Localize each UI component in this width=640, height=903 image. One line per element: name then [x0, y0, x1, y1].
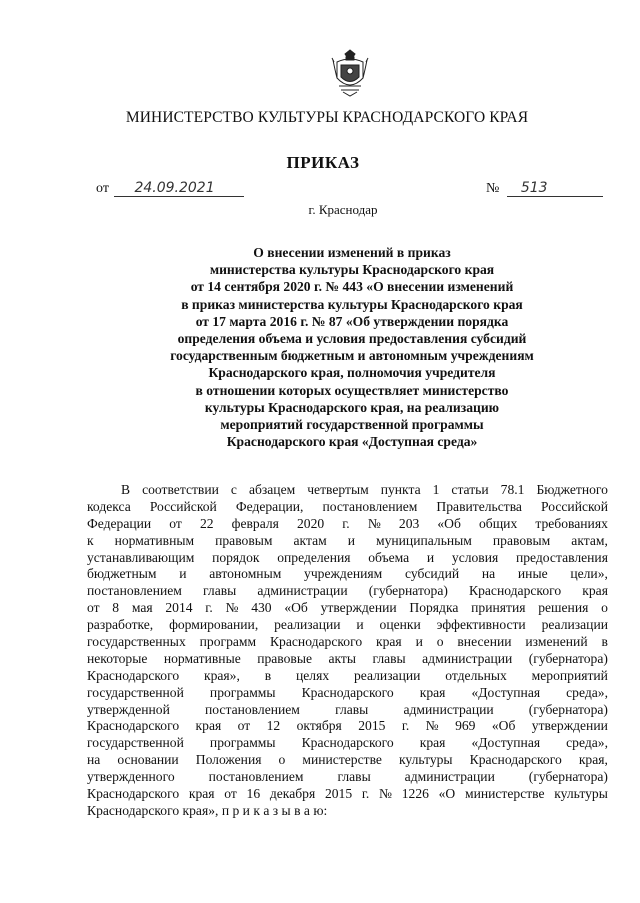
- body-word: целях: [295, 667, 330, 683]
- body-word: постановлением: [208, 769, 304, 785]
- body-word: края: [188, 786, 215, 802]
- body-word: 203: [398, 515, 420, 531]
- body-word: культуры: [399, 752, 453, 768]
- body-word: пункта: [380, 482, 421, 497]
- body-word: «О: [438, 786, 456, 802]
- body-line: [87, 702, 608, 719]
- body-word: «Доступная: [471, 735, 541, 751]
- body-line: [87, 482, 608, 499]
- body-word: о: [601, 600, 608, 616]
- body-word: среда»,: [566, 735, 608, 751]
- body-word: общих: [479, 515, 518, 531]
- body-word: №: [379, 786, 392, 802]
- body-line: [87, 668, 608, 685]
- body-word: главы: [203, 583, 237, 599]
- body-line: [87, 786, 608, 803]
- body-word: и: [415, 634, 423, 650]
- body-word: Положения: [195, 752, 262, 768]
- body-line: [87, 651, 608, 668]
- body-word: реализации: [541, 617, 608, 633]
- body-word: кодекса: [87, 498, 131, 514]
- body-word: Краснодарского: [469, 752, 562, 768]
- body-word: г.: [361, 786, 370, 802]
- body-word: основании: [117, 752, 179, 768]
- body-line: [87, 752, 608, 769]
- body-line: [87, 769, 608, 786]
- body-word: 969: [455, 718, 476, 734]
- body-word: (губернатора): [528, 650, 608, 666]
- body-word: Краснодарского: [87, 667, 180, 683]
- body-word: Российской: [149, 498, 217, 514]
- body-word: утверждении: [320, 600, 397, 616]
- body-word: №: [425, 718, 439, 734]
- date-prefix: от: [96, 181, 109, 196]
- body-word: от: [87, 600, 100, 616]
- body-line: [87, 600, 608, 617]
- body-word: края: [376, 634, 402, 650]
- body-word: программы: [209, 684, 276, 700]
- body-word: постановлением: [87, 583, 182, 599]
- body-word: главы: [337, 769, 371, 785]
- title-line: определения объема и условия предоставления субсидий: [177, 331, 527, 347]
- body-word: с: [230, 482, 237, 497]
- body-word: о: [278, 752, 286, 768]
- body-word: культуры: [554, 786, 608, 802]
- number-line: [486, 180, 603, 197]
- body-word: предоставления: [515, 549, 608, 565]
- body-word: объема: [368, 549, 410, 565]
- body-word: некоторые: [87, 650, 148, 666]
- body-word: бюджетным: [87, 566, 157, 582]
- body-word: в: [601, 634, 608, 650]
- number-prefix: №: [486, 181, 500, 196]
- body-word: октября: [296, 718, 342, 734]
- body-word: автономным: [209, 566, 282, 582]
- body-word: 78.1: [500, 482, 525, 497]
- body-word: Краснодарского: [269, 634, 363, 650]
- body-word: 1: [432, 482, 440, 497]
- body-word: государственных: [87, 634, 186, 650]
- body-word: края: [582, 583, 608, 599]
- title-line: государственным бюджетным и автономным учреждениям: [170, 348, 534, 364]
- body-word: о: [436, 634, 444, 650]
- body-word: нормативные: [163, 650, 241, 666]
- body-word: программы: [209, 735, 276, 751]
- body-line: [87, 735, 608, 752]
- body-line: Краснодарского края», п р и к а з ы в а ю:: [87, 802, 328, 818]
- body-word: Краснодарского: [469, 583, 562, 599]
- body-word: от: [224, 786, 237, 802]
- body-word: внесении: [457, 634, 512, 650]
- body-word: г.: [342, 515, 350, 531]
- body-word: края»,: [203, 667, 240, 683]
- body-word: (губернатора): [528, 769, 608, 785]
- body-word: края: [195, 718, 222, 734]
- body-word: Порядка: [409, 600, 459, 616]
- body-word: утвержденного: [87, 769, 175, 785]
- body-line: [87, 533, 608, 550]
- body-word: правовым: [492, 532, 551, 548]
- body-word: администрации: [257, 583, 348, 599]
- body-word: изменений: [525, 634, 588, 650]
- body-line: [87, 617, 608, 634]
- body-word: эффективности: [436, 617, 526, 633]
- body-word: утверждении: [531, 718, 608, 734]
- body-word: реализации: [274, 617, 341, 633]
- ministry-name: МИНИСТЕРСТВО КУЛЬТУРЫ КРАСНОДАРСКОГО КРАЯ: [125, 109, 529, 126]
- body-word: 2020: [296, 515, 325, 531]
- body-word: В: [121, 482, 131, 497]
- body-word: №: [225, 600, 239, 616]
- body-line: [87, 718, 608, 735]
- body-word: (губернатора): [368, 583, 448, 599]
- date-value: 24.09.2021: [114, 180, 244, 197]
- body-word: и: [179, 566, 187, 582]
- body-word: реализации: [353, 667, 421, 683]
- body-word: «Об: [491, 718, 516, 734]
- body-word: 8: [112, 600, 120, 616]
- body-word: г.: [205, 600, 213, 616]
- body-word: мая: [131, 600, 153, 616]
- number-value: 513: [507, 180, 603, 197]
- body-word: администрации: [404, 769, 495, 785]
- body-word: актам: [293, 532, 327, 548]
- title-line: министерства культуры Краснодарского края: [209, 262, 495, 278]
- body-word: устанавливающим: [87, 549, 195, 565]
- body-word: №: [367, 515, 381, 531]
- body-line: [87, 634, 608, 651]
- title-line: в приказ министерства культуры Краснодарского края: [181, 296, 523, 312]
- body-word: акты: [328, 650, 356, 666]
- body-word: февраля: [231, 515, 279, 531]
- body-word: условия: [451, 549, 499, 565]
- document-title: [96, 244, 608, 450]
- body-word: актам,: [571, 532, 608, 548]
- body-word: постановлением: [322, 498, 418, 514]
- date-line: [96, 180, 244, 197]
- body-word: нормативным: [114, 532, 195, 548]
- body-word: Бюджетного: [536, 482, 608, 497]
- body-line: [87, 550, 608, 567]
- body-word: 2015: [324, 786, 353, 802]
- body-word: «Доступная: [471, 684, 541, 700]
- body-line: [87, 499, 608, 516]
- body-word: «Об: [284, 600, 308, 616]
- body-word: требованиях: [535, 515, 608, 531]
- body-word: государственной: [87, 735, 184, 751]
- body-word: принятия: [471, 600, 526, 616]
- body-word: цели»,: [570, 566, 608, 582]
- body-line: [87, 685, 608, 702]
- body-word: Федерации,: [235, 498, 304, 514]
- body-word: края,: [578, 752, 608, 768]
- body-word: 12: [266, 718, 281, 734]
- body-word: учреждениям: [304, 566, 383, 582]
- title-line: О внесении изменений в приказ: [253, 245, 451, 260]
- body-word: четвертым: [307, 482, 369, 497]
- body-word: оценки: [379, 617, 421, 633]
- body-text: [87, 482, 608, 820]
- body-word: порядок: [212, 549, 260, 565]
- body-word: (губернатора): [528, 701, 608, 717]
- body-word: в: [264, 667, 272, 683]
- body-word: программ: [199, 634, 257, 650]
- body-line: [87, 516, 608, 533]
- body-line: [87, 583, 608, 600]
- body-word: и: [356, 617, 364, 633]
- body-word: абзацем: [248, 482, 296, 497]
- body-word: от: [237, 718, 251, 734]
- body-word: мероприятий: [531, 667, 608, 683]
- body-word: края: [419, 735, 446, 751]
- body-word: решения: [538, 600, 589, 616]
- body-line: [87, 566, 608, 583]
- title-line: культуры Краснодарского края, на реализацию: [204, 399, 500, 415]
- body-word: среда»,: [566, 684, 608, 700]
- body-word: 16: [246, 786, 261, 802]
- document-type: ПРИКАЗ: [286, 153, 360, 172]
- body-word: и: [426, 549, 435, 565]
- city: г. Краснодар: [308, 202, 378, 217]
- body-word: муниципальным: [375, 532, 472, 548]
- body-word: на: [87, 752, 101, 768]
- body-word: и: [347, 532, 355, 548]
- body-word: 2014: [165, 600, 193, 616]
- body-word: Правительства: [436, 498, 522, 514]
- body-word: Краснодарского: [301, 684, 394, 700]
- body-word: г.: [401, 718, 410, 734]
- title-line: от 17 марта 2016 г. № 87 «Об утверждении порядка: [195, 313, 509, 329]
- body-word: Краснодарского: [87, 718, 180, 734]
- body-word: определения: [277, 549, 351, 565]
- body-word: отдельных: [445, 667, 507, 683]
- body-word: министерстве: [464, 786, 545, 802]
- body-word: государственной: [87, 684, 184, 700]
- body-word: 22: [199, 515, 214, 531]
- body-word: соответствии: [142, 482, 219, 497]
- title-line: Краснодарского края «Доступная среда»: [226, 434, 478, 450]
- body-word: 2015: [358, 718, 386, 734]
- body-word: декабря: [269, 786, 316, 802]
- body-word: Краснодарского: [87, 786, 180, 802]
- title-line: Краснодарского края, полномочия учредителя: [208, 365, 496, 381]
- body-word: статьи: [451, 482, 489, 497]
- body-word: главы: [335, 701, 369, 717]
- body-word: формировании,: [169, 617, 259, 633]
- body-word: Российской: [541, 498, 608, 514]
- title-line: от 14 сентября 2020 г. № 443 «О внесении изменений: [190, 279, 514, 295]
- body-word: края: [419, 684, 446, 700]
- body-word: к: [87, 532, 94, 548]
- body-word: министерстве: [302, 752, 382, 768]
- body-word: 430: [251, 600, 272, 616]
- body-word: правовым: [215, 532, 273, 548]
- krasnodar-coat-of-arms-icon: [331, 48, 369, 98]
- body-word: администрации: [403, 701, 494, 717]
- body-word: иные: [517, 566, 548, 582]
- body-word: постановлением: [205, 701, 300, 717]
- body-word: «Об: [437, 515, 461, 531]
- body-word: правовые: [257, 650, 313, 666]
- body-word: 1226: [401, 786, 429, 802]
- title-line: мероприятий государственной программы: [220, 417, 484, 433]
- body-word: субсидий: [404, 566, 460, 582]
- body-word: на: [481, 566, 496, 582]
- body-word: утвержденной: [87, 701, 170, 717]
- body-word: Федерации: [87, 515, 152, 531]
- body-word: администрации: [422, 650, 513, 666]
- body-word: главы: [372, 650, 406, 666]
- body-word: Краснодарского: [301, 735, 394, 751]
- body-word: от: [169, 515, 182, 531]
- body-word: разработке,: [87, 617, 154, 633]
- title-line: в отношении которых осуществляет министерство: [195, 382, 509, 398]
